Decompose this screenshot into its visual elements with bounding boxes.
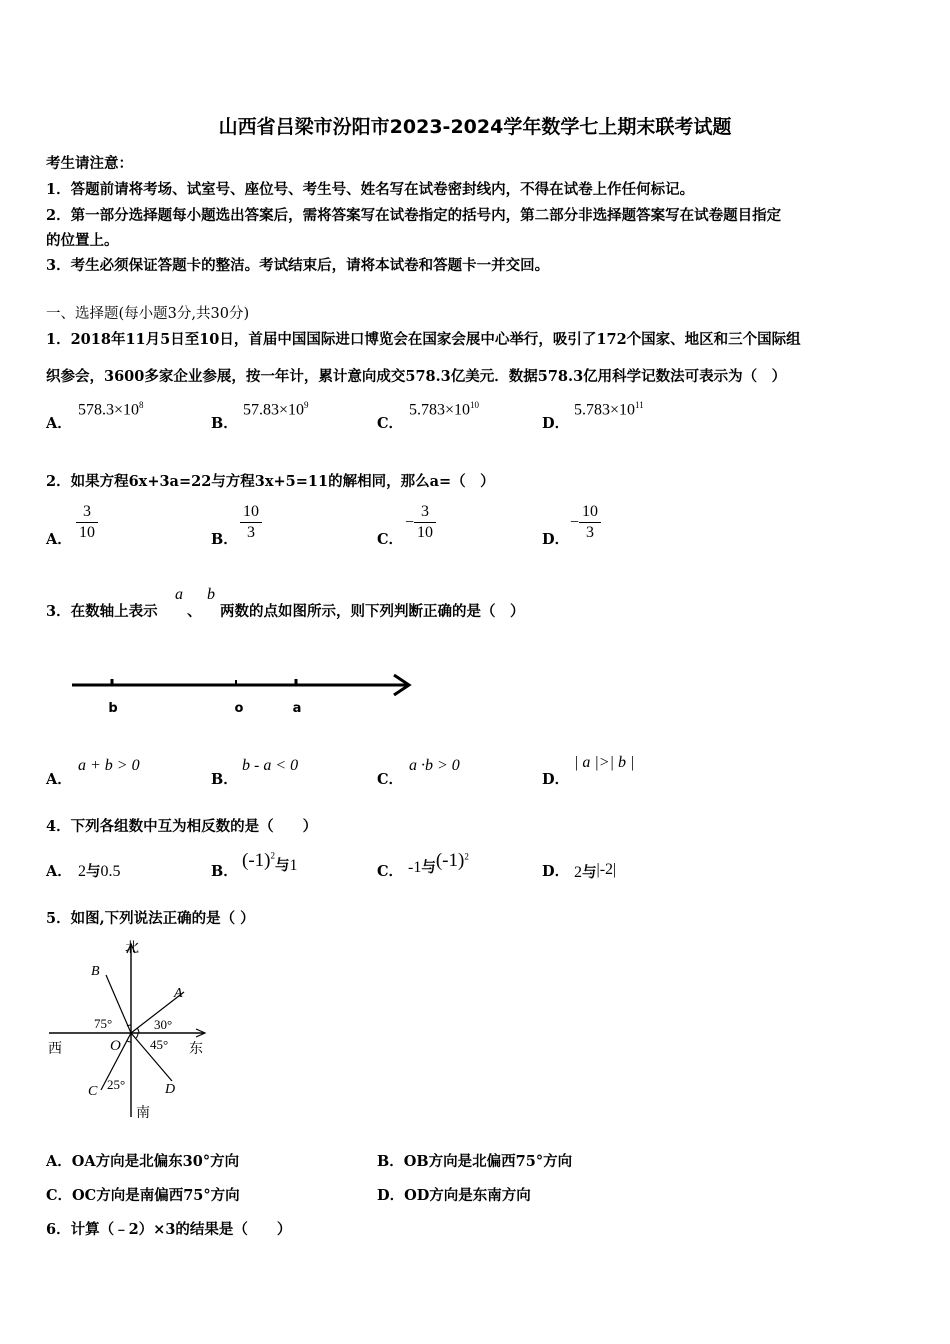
q4-b-mid: 与 bbox=[274, 858, 290, 874]
q2-b-fraction bbox=[240, 502, 262, 543]
q4-option-d-label: D． bbox=[542, 863, 570, 880]
q3-option-c-value[interactable]: a ·b > 0 bbox=[409, 757, 460, 774]
q4-c-left: -1 bbox=[408, 859, 422, 876]
q3-option-b-label: B． bbox=[211, 771, 238, 788]
q1-c-base: 5.783×10 bbox=[409, 401, 471, 419]
q2-c-sign: − bbox=[405, 514, 415, 531]
q2-d-fraction bbox=[579, 502, 601, 543]
q4-b-exp: 2 bbox=[270, 850, 275, 861]
q4-stem: 4．下列各组数中互为相反数的是（ ） bbox=[46, 818, 318, 835]
q3-option-b-value[interactable]: b - a < 0 bbox=[242, 757, 299, 774]
q4-a-right: 0.5 bbox=[100, 863, 121, 880]
q5-option-d[interactable] bbox=[377, 1184, 531, 1205]
q1-a-base: 578.3×10 bbox=[78, 401, 140, 419]
q1-b-exp: 9 bbox=[304, 400, 309, 410]
q4-option-a-label: A． bbox=[46, 863, 72, 880]
q1-option-a-value[interactable] bbox=[78, 400, 144, 419]
q1-option-b-label: B． bbox=[211, 415, 238, 432]
q5-option-a[interactable] bbox=[46, 1150, 239, 1171]
q6-stem: 6．计算（﹣2）×3的结果是（ ） bbox=[46, 1221, 292, 1238]
q1-option-a-label: A． bbox=[46, 415, 72, 432]
label-o: O bbox=[110, 1038, 121, 1054]
q5-b-text: OB方向是北偏西75°方向 bbox=[403, 1153, 573, 1170]
q1-option-d-value[interactable] bbox=[574, 400, 644, 419]
q3-stem-suffix: 两数的点如图所示，则下列判断正确的是（ ） bbox=[220, 603, 525, 620]
q1-a-exp: 8 bbox=[139, 400, 144, 410]
section-heading: 一、选择题(每小题3分,共30分) bbox=[46, 306, 250, 322]
q4-a-left: 2 bbox=[78, 863, 86, 880]
q3-var-b: b bbox=[207, 586, 215, 603]
label-east: 东 bbox=[189, 1041, 203, 1057]
q5-a-label: A． bbox=[46, 1153, 72, 1170]
q1-b-base: 57.83×10 bbox=[243, 401, 305, 419]
arc-45 bbox=[136, 1033, 138, 1038]
q1-c-exp: 10 bbox=[470, 400, 480, 410]
q1-option-d-label: D． bbox=[542, 415, 570, 432]
q1-stem-line1: 1．2018年11月5日至10日，首届中国国际进口博览会在国家会展中心举行，吸引了172个国家、地区和三个国际组 bbox=[46, 331, 801, 348]
q2-option-b-value[interactable] bbox=[240, 502, 262, 543]
q3-option-a-value[interactable]: a + b > 0 bbox=[78, 757, 140, 774]
notice-item-2: 2．第一部分选择题每小题选出答案后，需将答案写在试卷指定的括号内，第二部分非选择题答案写在试卷题目指定 bbox=[46, 207, 782, 224]
q2-option-d-value[interactable] bbox=[570, 502, 601, 543]
q2-stem: 2．如果方程6x+3a=22与方程3x+5=11的解相同，那么a=（ ） bbox=[46, 473, 495, 490]
q2-b-den: 3 bbox=[247, 524, 255, 541]
compass-figure bbox=[44, 935, 214, 1120]
arc-30 bbox=[137, 1028, 139, 1033]
q4-b-left: (-1) bbox=[242, 850, 271, 871]
q4-option-c-label: C． bbox=[377, 863, 404, 880]
q5-b-label: B． bbox=[377, 1153, 404, 1170]
q4-c-exp: 2 bbox=[464, 851, 469, 862]
q2-option-a-label: A． bbox=[46, 531, 72, 548]
axis-label-b: b bbox=[108, 701, 118, 716]
label-north: 北 bbox=[125, 940, 139, 956]
label-angle-45: 45° bbox=[150, 1037, 169, 1052]
q2-d-num: 10 bbox=[579, 502, 601, 523]
q2-c-fraction bbox=[414, 502, 436, 543]
q1-option-c-label: C． bbox=[377, 415, 404, 432]
q4-d-mid: 与 bbox=[582, 865, 597, 881]
page-title: 山西省吕梁市汾阳市2023-2024学年数学七上期末联考试题 bbox=[218, 116, 732, 138]
label-angle-30: 30° bbox=[154, 1017, 173, 1032]
q2-option-c-label: C． bbox=[377, 531, 404, 548]
q3-stem-sep: 、 bbox=[187, 603, 202, 620]
q4-option-a-value[interactable] bbox=[78, 860, 121, 881]
q2-c-den: 10 bbox=[417, 524, 434, 541]
q4-a-mid: 与 bbox=[86, 864, 101, 880]
label-b: B bbox=[91, 964, 100, 979]
axis-label-o: o bbox=[234, 701, 244, 716]
q4-c-mid: 与 bbox=[421, 860, 436, 876]
q2-option-c-value[interactable] bbox=[405, 502, 436, 543]
notice-item-3: 3．考生必须保证答题卡的整洁。考试结束后，请将本试卷和答题卡一并交回。 bbox=[46, 257, 550, 274]
q2-option-b-label: B． bbox=[211, 531, 238, 548]
label-angle-75: 75° bbox=[94, 1016, 113, 1031]
q1-d-exp: 11 bbox=[635, 400, 644, 410]
q3-option-c-label: C． bbox=[377, 771, 404, 788]
q2-option-a-value[interactable] bbox=[76, 502, 98, 543]
q5-stem: 5．如图,下列说法正确的是（ ） bbox=[46, 910, 255, 927]
q2-c-num: 3 bbox=[414, 502, 436, 523]
q4-option-c-value[interactable] bbox=[408, 850, 469, 876]
label-angle-25: 25° bbox=[107, 1077, 126, 1092]
q5-a-text: OA方向是北偏东30°方向 bbox=[71, 1153, 240, 1170]
q3-var-a: a bbox=[175, 586, 183, 603]
q4-option-d-value[interactable] bbox=[574, 858, 616, 879]
label-a: A bbox=[174, 986, 183, 1001]
number-line-figure bbox=[66, 668, 416, 722]
label-south: 南 bbox=[136, 1105, 150, 1120]
q4-b-right: 1 bbox=[289, 857, 298, 874]
q3-option-a-label: A． bbox=[46, 771, 72, 788]
q2-option-d-label: D． bbox=[542, 531, 570, 548]
q5-d-label: D． bbox=[377, 1187, 405, 1204]
label-west: 西 bbox=[48, 1041, 62, 1057]
q3-stem-prefix: 3．在数轴上表示 bbox=[46, 603, 158, 620]
q2-d-sign: − bbox=[570, 514, 580, 531]
q3-option-d-label: D． bbox=[542, 771, 570, 788]
q1-d-base: 5.783×10 bbox=[574, 401, 636, 419]
q2-d-den: 3 bbox=[586, 524, 595, 541]
q1-option-c-value[interactable] bbox=[409, 400, 479, 419]
q3-option-d-value[interactable]: | a |>| b | bbox=[574, 754, 635, 771]
q1-option-b-value[interactable] bbox=[243, 400, 309, 419]
q4-option-b-label: B． bbox=[211, 863, 238, 880]
q5-c-label: C． bbox=[46, 1187, 73, 1204]
q4-c-right: (-1) bbox=[435, 850, 465, 871]
label-c: C bbox=[88, 1084, 98, 1099]
label-d: D bbox=[165, 1082, 176, 1097]
notice-item-1: 1．答题前请将考场、试室号、座位号、考生号、姓名写在试卷密封线内，不得在试卷上作任何标记。 bbox=[46, 181, 695, 198]
notice-heading: 考生请注意： bbox=[46, 155, 133, 172]
q2-b-num: 10 bbox=[240, 502, 262, 523]
notice-item-2-cont: 的位置上。 bbox=[46, 232, 119, 249]
q4-option-b-value[interactable] bbox=[242, 850, 297, 872]
q2-a-num: 3 bbox=[76, 502, 98, 523]
q2-a-fraction bbox=[76, 502, 98, 543]
axis-label-a: a bbox=[292, 701, 302, 716]
q5-option-b[interactable] bbox=[377, 1150, 572, 1171]
q1-stem-line2: 织参会，3600多家企业参展，按一年计，累计意向成交578.3亿美元．数据578.3亿用科学记数法可表示为（ ） bbox=[46, 368, 787, 385]
q4-d-right: |-2| bbox=[596, 861, 617, 878]
q5-option-c[interactable] bbox=[46, 1184, 240, 1205]
q4-d-left: 2 bbox=[574, 864, 582, 881]
q5-c-text: OC方向是南偏西75°方向 bbox=[72, 1187, 240, 1204]
q2-a-den: 10 bbox=[79, 524, 95, 541]
q5-d-text: OD方向是东南方向 bbox=[404, 1187, 531, 1204]
